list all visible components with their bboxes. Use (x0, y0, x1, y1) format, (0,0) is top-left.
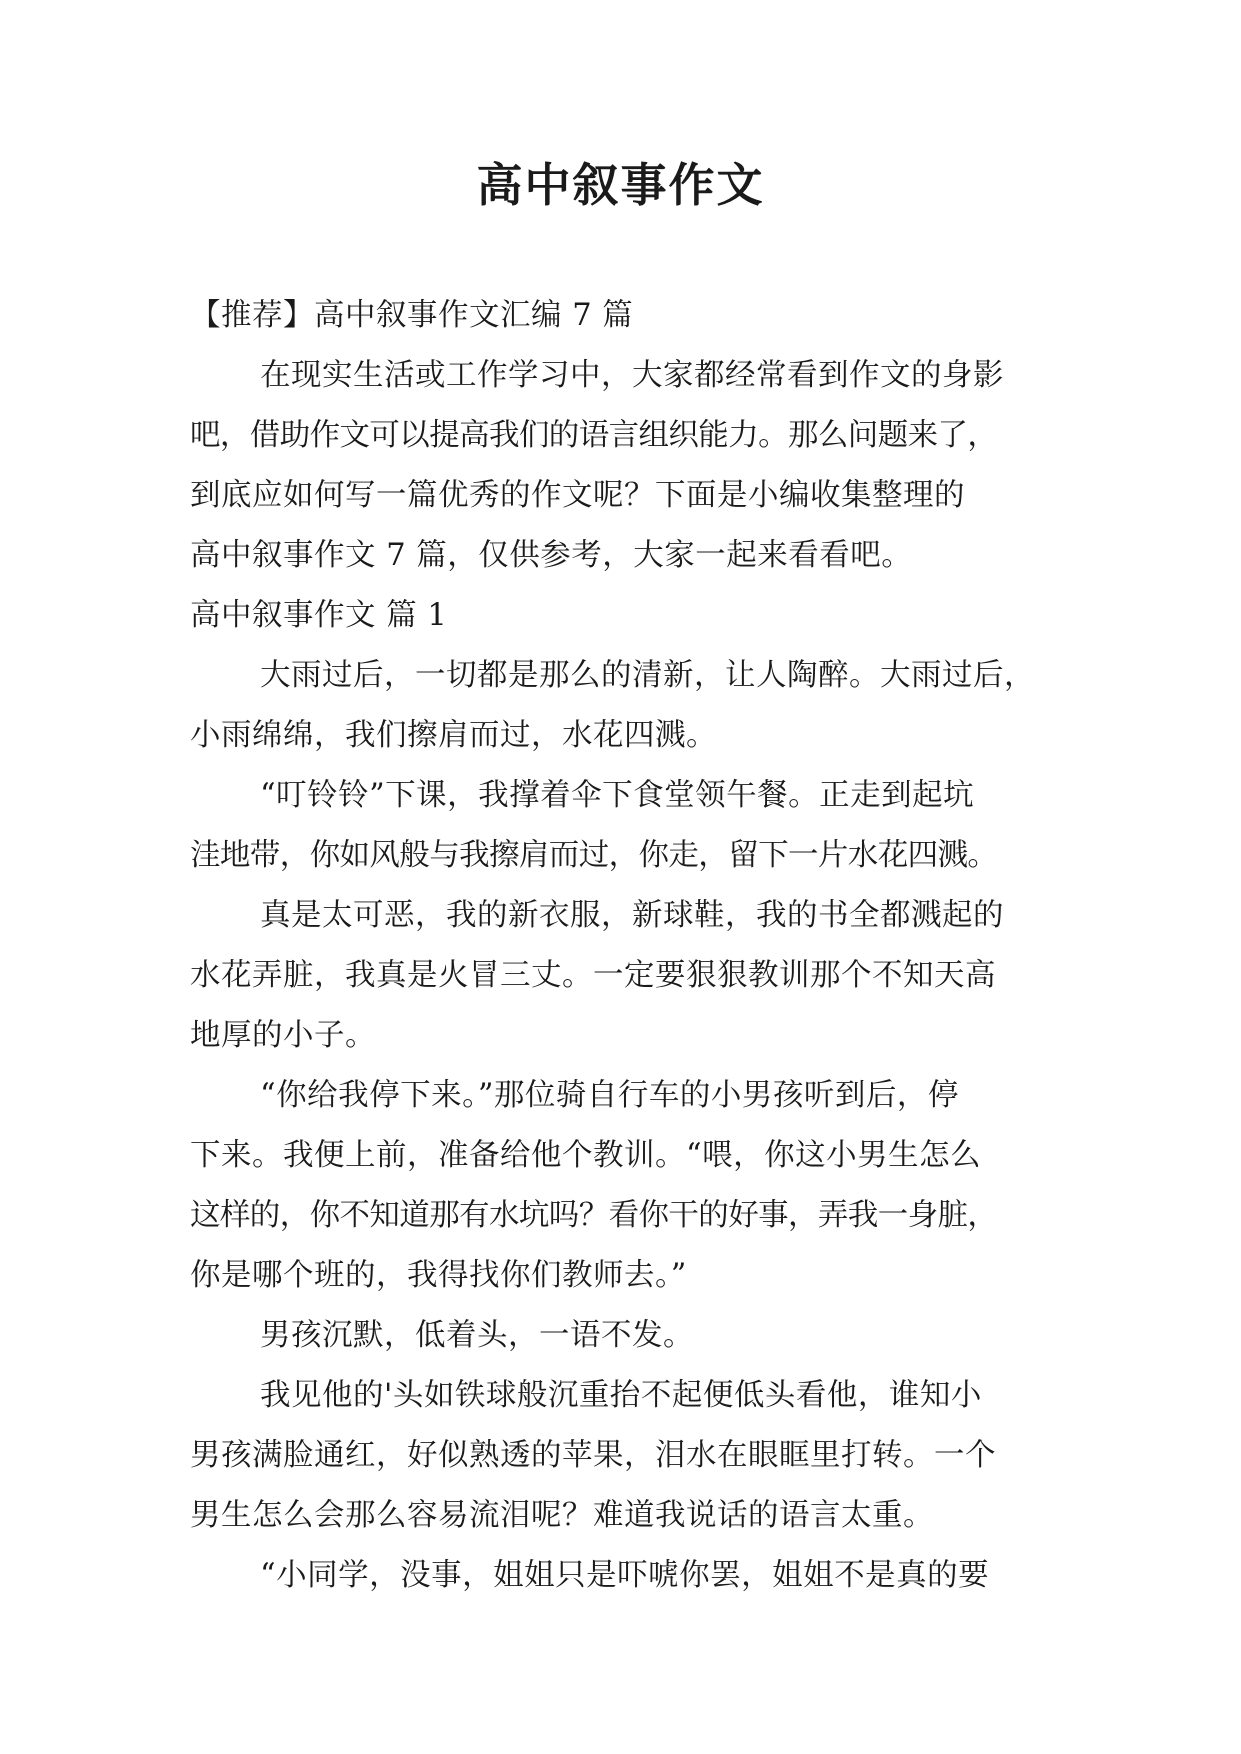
document-title: 高中叙事作文 (476, 158, 765, 212)
paragraph-line: 男生怎么会那么容易流泪呢？难道我说话的语言太重。 (190, 1498, 934, 1533)
paragraph-line: 你是哪个班的，我得找你们教师去。” (190, 1258, 687, 1293)
paragraph-line: 男孩沉默，低着头，一语不发。 (260, 1318, 694, 1353)
paragraph-line: 高中叙事作文 7 篇，仅供参考，大家一起来看看吧。 (190, 538, 913, 573)
paragraph-line: “小同学，没事，姐姐只是吓唬你罢，姐姐不是真的要 (260, 1558, 990, 1593)
paragraph-line: 下来。我便上前，准备给他个教训。“喂，你这小男生怎么 (190, 1138, 982, 1173)
paragraph-line: 大雨过后，一切都是那么的清新，让人陶醉。大雨过后， (260, 658, 1035, 693)
paragraph-line: 男孩满脸通红，好似熟透的苹果，泪水在眼眶里打转。一个 (190, 1438, 996, 1473)
section-heading: 高中叙事作文 篇 1 (190, 598, 448, 633)
paragraph-line: 洼地带，你如风般与我擦肩而过，你走，留下一片水花四溅。 (190, 838, 998, 873)
paragraph-line: 到底应如何写一篇优秀的作文呢？下面是小编收集整理的 (190, 478, 965, 513)
paragraph-line: “你给我停下来。”那位骑自行车的小男孩听到后，停 (260, 1078, 959, 1113)
paragraph-line: 吧，借助作文可以提高我们的语言组织能力。那么问题来了， (190, 418, 998, 453)
paragraph-line: 地厚的小子。 (190, 1018, 376, 1053)
paragraph-line: 在现实生活或工作学习中，大家都经常看到作文的身影 (260, 358, 1004, 393)
paragraph-line: 小雨绵绵，我们擦肩而过，水花四溅。 (190, 718, 717, 753)
paragraph-line: 我见他的'头如铁球般沉重抬不起便低头看他，谁知小 (260, 1378, 982, 1413)
paragraph-line: 真是太可恶，我的新衣服，新球鞋，我的书全都溅起的 (260, 898, 1004, 933)
paragraph-line: 水花弄脏，我真是火冒三丈。一定要狠狠教训那个不知天高 (190, 958, 996, 993)
paragraph-line: “叮铃铃”下课，我撑着伞下食堂领午餐。正走到起坑 (260, 778, 975, 813)
subtitle-line: 【推荐】高中叙事作文汇编 7 篇 (190, 298, 634, 333)
paragraph-line: 这样的，你不知道那有水坑吗？看你干的好事，弄我一身脏， (190, 1198, 998, 1233)
document-body (190, 286, 1050, 1606)
